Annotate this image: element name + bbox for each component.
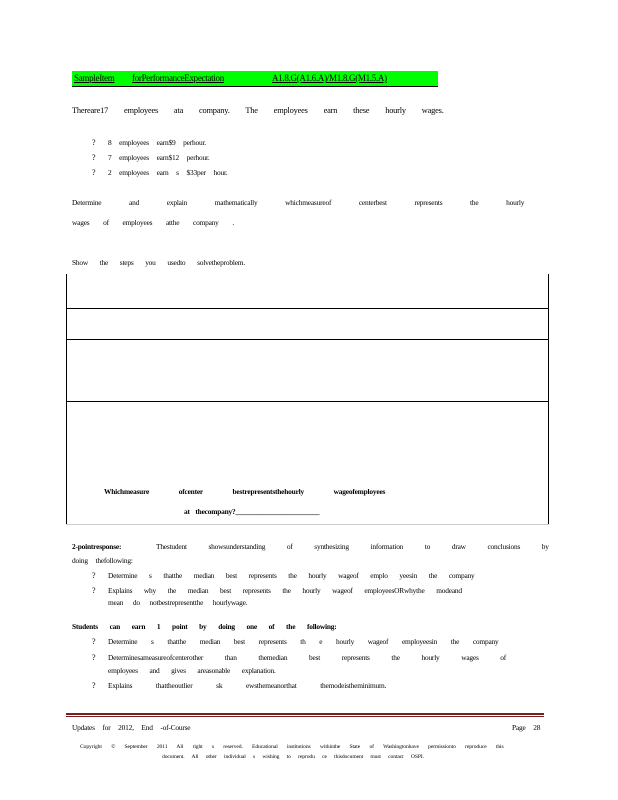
bullet-icon: ? [92,138,96,147]
list-item: Determine s thatthe median best represents th e hourly wageof employeesin the company [108,637,499,646]
bullet-icon: ? [92,637,96,646]
bullet-icon: ? [92,586,96,595]
prompt-line: Determine and explain mathematically whichmeasureof centerbest represents the hourly [72,198,525,207]
bullet-icon: ? [92,681,96,690]
answer-box-bottom [66,524,549,525]
two-point-text: doing thefollowing: [72,556,133,565]
header-label: SampleItem [74,73,115,83]
list-item-continued: mean do notbestrepresentthe hourlywage. [108,598,248,607]
bullet-icon: ? [92,168,96,177]
answer-box-right-border [548,274,549,524]
footer-rule [66,716,544,717]
answer-box-divider [66,308,549,309]
prompt-line: wages of employees atthe company . [72,218,234,227]
list-item: 8 employees earn$9 perhour. [108,138,206,147]
intro-text: Thereare17 employees ata company. The employees earn these hourly wages. [72,106,444,115]
bullet-icon: ? [92,653,96,662]
header-subtitle: forPerformanceExpectation [132,73,224,83]
two-point-label: 2-pointresponse: [72,542,122,551]
bullet-icon: ? [92,571,96,580]
list-item: 2 employees earn s $33per hour. [108,168,228,177]
answer-box-left-border [66,274,67,524]
sample-item-header [72,71,438,87]
list-item: Explains why the median best represents the hourly wageof employeesORwhythe modeand [108,586,462,595]
bullet-icon: ? [92,153,96,162]
box-question: Whichmeasure ofcenter bestrepresentsthehourly wageofemployees [104,487,386,496]
list-item: 7 employees earn$12 perhour. [108,153,210,162]
header-standard-code: A1.8.G(A1.6.A)/M1.8.G(M1.5.A) [272,73,387,83]
footer-rule [66,713,544,715]
footer-title: Updates for 2012, End -of-Course [72,723,191,732]
copyright-notice: document. All other individual s wishing to reprodu ce thisdocument must contact OSPI. [162,754,424,760]
instruction-text: Show the steps you usedto solvetheproblem. [72,258,245,267]
two-point-text: Thestudent showsunderstanding of synthesizing information to draw conclusions by [156,542,549,551]
list-item-continued: employees and gives areasonable explanation. [108,666,276,675]
page-number: Page 28 [512,723,541,732]
list-item: Determine s thatthe median best represents the hourly wageof emplo yeesin the company [108,571,475,580]
copyright-notice: Copyright © September 2011 All right s reserved. Educational institutions withinthe State of Washingtonhave permissionto reproduce this [80,744,504,750]
one-point-label: Students can earn 1 point by doing one of the following: [72,622,337,631]
answer-box-divider [66,339,549,340]
list-item: Explains thattheoutlier sk ewsthemeanorthat themodeistheminimum. [108,681,387,690]
box-question-answer-line: at thecompany?________________________ [184,507,320,516]
list-item: Determinesameasureofcenterother than themedian best represents the hourly wages of [108,653,507,662]
answer-box-divider [66,401,549,402]
